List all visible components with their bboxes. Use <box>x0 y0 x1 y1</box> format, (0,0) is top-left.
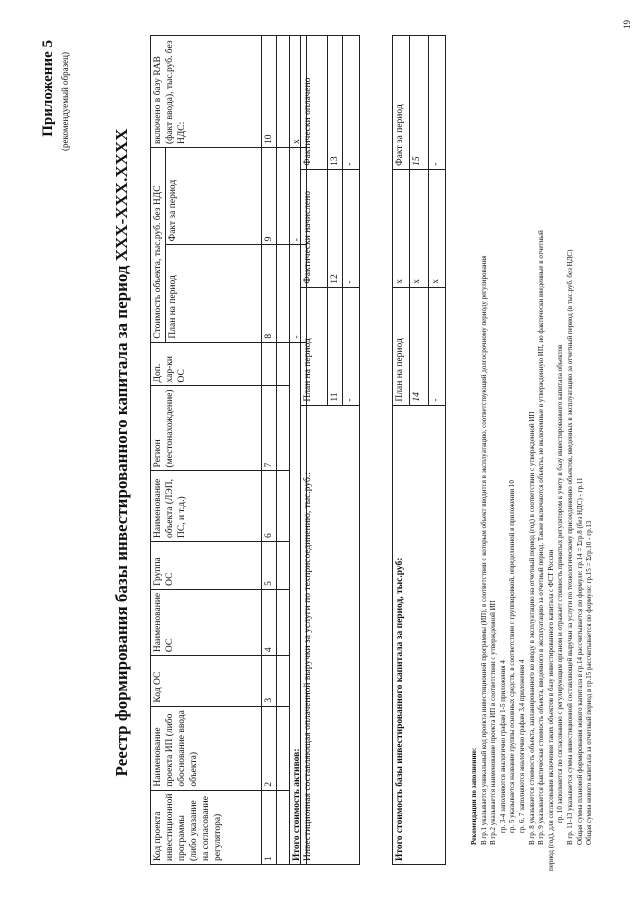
base-x-cell: х <box>410 169 429 287</box>
note-line: В гр. 11-13 указывается сумма инвестиционной составляющей выручки за услуги по технологическому присоединению объектов, введенных в эксплуатацию за отчетный период (в тыс.руб. без НДС) <box>565 249 574 845</box>
empty-cell <box>277 589 290 655</box>
base-table <box>392 35 446 865</box>
header-project-code: Код проекта инвестиционной программы (либо указание на согласование регулятора) <box>151 790 262 864</box>
header-object-name: Наименование объекта (ЛЭП, ПС, и т.д.) <box>151 471 262 542</box>
note-line: гр. 10 заполняется по согласованию с регулирующим органом и отражает стоимость принятых регулятором к учету в базу инвестированного капитала объектов <box>556 344 565 823</box>
base-label: Итого стоимость базы инвестированного капитала за период, тыс.руб: <box>393 405 446 864</box>
col-number: 5 <box>262 541 277 589</box>
revenue-paid-header: Фактически оплачено <box>301 36 328 170</box>
revenue-charged-header: Фактически начислено <box>301 169 328 287</box>
base-x-header: х <box>393 169 410 287</box>
col-number: 10 <box>262 36 277 148</box>
empty-cell <box>277 342 290 386</box>
revenue-table <box>300 35 360 865</box>
col-number: 13 <box>328 36 343 170</box>
revenue-value: - <box>343 36 360 170</box>
note-line: Общая сумма нового капитала за отчетный период в гр.15 рассчитывается по формуле: гр.15 = Σгр.10 - гр.13 <box>585 520 594 845</box>
total-fact: - <box>290 148 307 245</box>
note-line: В гр.2 указывается наименование проекта ИП в соответствии с утвержденной ИП <box>489 600 498 845</box>
empty-cell <box>277 36 290 148</box>
empty-cell <box>277 656 290 707</box>
revenue-header-row <box>301 36 328 865</box>
total-plan: - <box>290 245 307 342</box>
empty-cell <box>277 706 290 790</box>
note-line: гр. 3-4 заполняются аналогично графам 1-5 приложения 4 <box>498 660 507 833</box>
note-line: В гр. 8 указывается стоимость объекта, запланированного ко вводу в эксплуатацию на отчетный период (год) в соответствии с утвержденной ИП <box>527 411 536 845</box>
assets-table <box>150 35 307 865</box>
empty-cell <box>262 342 277 386</box>
base-fact-header: Факт за период <box>393 36 410 170</box>
header-rab: включено в базу RAB (факт ввода), тыс.руб. без НДС: <box>151 36 262 148</box>
col-number: 8 <box>262 245 277 342</box>
header-plan: План на период <box>166 245 262 342</box>
col-number: 12 <box>328 169 343 287</box>
filling-recommendations <box>470 45 595 871</box>
col-number: 11 <box>328 287 343 405</box>
empty-cell <box>277 386 290 471</box>
empty-cell <box>277 245 290 342</box>
revenue-value: - <box>343 169 360 287</box>
revenue-value: - <box>343 287 360 405</box>
col-number: 3 <box>262 656 277 707</box>
note-line: В гр.1 указывается уникальный код проекта инвестиционной программы (ИП), в соответствии с которым объект вводится в эксплуатацию, соответствующий долгосрочному периоду регулирования <box>479 255 488 845</box>
col-number: 14 <box>410 287 429 405</box>
note-line: Общая сумма плановой формирования нового капитала в гр.14 рассчитывается по формуле: гр.14 = Σгр.8 (без НДС) - гр.11 <box>575 477 584 845</box>
header-fact: Факт за период <box>166 148 262 245</box>
base-plan-header: План на период <box>393 287 410 405</box>
col-number: 15 <box>410 36 429 170</box>
col-number: 9 <box>262 148 277 245</box>
assets-numbers-row <box>262 36 277 865</box>
col-number: 4 <box>262 589 277 655</box>
header-project-name: Наименование проекта ИП (либо обоснование ввода объекта) <box>151 706 262 790</box>
total-rab: х <box>290 36 307 148</box>
header-extra: Доп. хар-ки ОС <box>151 342 262 386</box>
header-cost-group: Стоимость объекта, тыс.руб. без НДС <box>151 148 166 343</box>
header-os-group: Группа ОС <box>151 541 262 589</box>
appendix-subtitle: (рекомендуемый образец) <box>60 52 70 151</box>
page-number: 19 <box>622 20 632 29</box>
header-os-name: Наименование ОС <box>151 589 262 655</box>
empty-cell <box>277 471 290 542</box>
revenue-plan-header: План на период <box>301 287 328 405</box>
base-header-row <box>393 36 410 865</box>
header-os-code: Код ОС <box>151 656 262 707</box>
empty-cell <box>277 148 290 245</box>
assets-empty-row <box>277 36 290 865</box>
base-value: - <box>429 36 446 170</box>
empty-cell <box>277 790 290 864</box>
note-line: гр. 6, 7 заполняются аналогично графам 3,4 приложения 4 <box>517 659 526 833</box>
header-region: Регион (местонахождение) <box>151 386 262 471</box>
col-number: 2 <box>262 706 277 790</box>
base-value: - <box>429 287 446 405</box>
assets-header-row <box>151 36 166 865</box>
col-number: 6 <box>262 471 277 542</box>
notes-heading: Рекомендации по заполнению: <box>470 747 478 845</box>
register-title: Реестр формирования базы инвестированного капитала за период XXX-XXX.XXXX <box>112 128 131 777</box>
assets-total-label: Итого стоимость активов: <box>290 342 307 864</box>
empty-cell <box>277 541 290 589</box>
note-line: В гр. 9 указывается фактическая стоимость объекта, введенного в эксплуатацию за отчетный период. Также включаются объекты, не включенные в утвержденную ИП, но фактически введенные в отчетный <box>537 230 546 845</box>
note-line: период (год), для согласования включения таких объектов в базу инвестированного капитала с ФСТ России <box>546 549 555 871</box>
col-number: 1 <box>262 790 277 864</box>
revenue-label: Инвестиционная составляющая оплаченной выручки за услуги по техприсоединению, тыс.руб.: <box>301 405 360 864</box>
base-x-cell: х <box>429 169 446 287</box>
col-number: 7 <box>262 386 277 471</box>
appendix-title: Приложение 5 <box>40 40 56 137</box>
note-line: гр. 5 указывается название группы основных средств, в соответствии с группировкой, определенной в приложении 10 <box>508 480 517 833</box>
